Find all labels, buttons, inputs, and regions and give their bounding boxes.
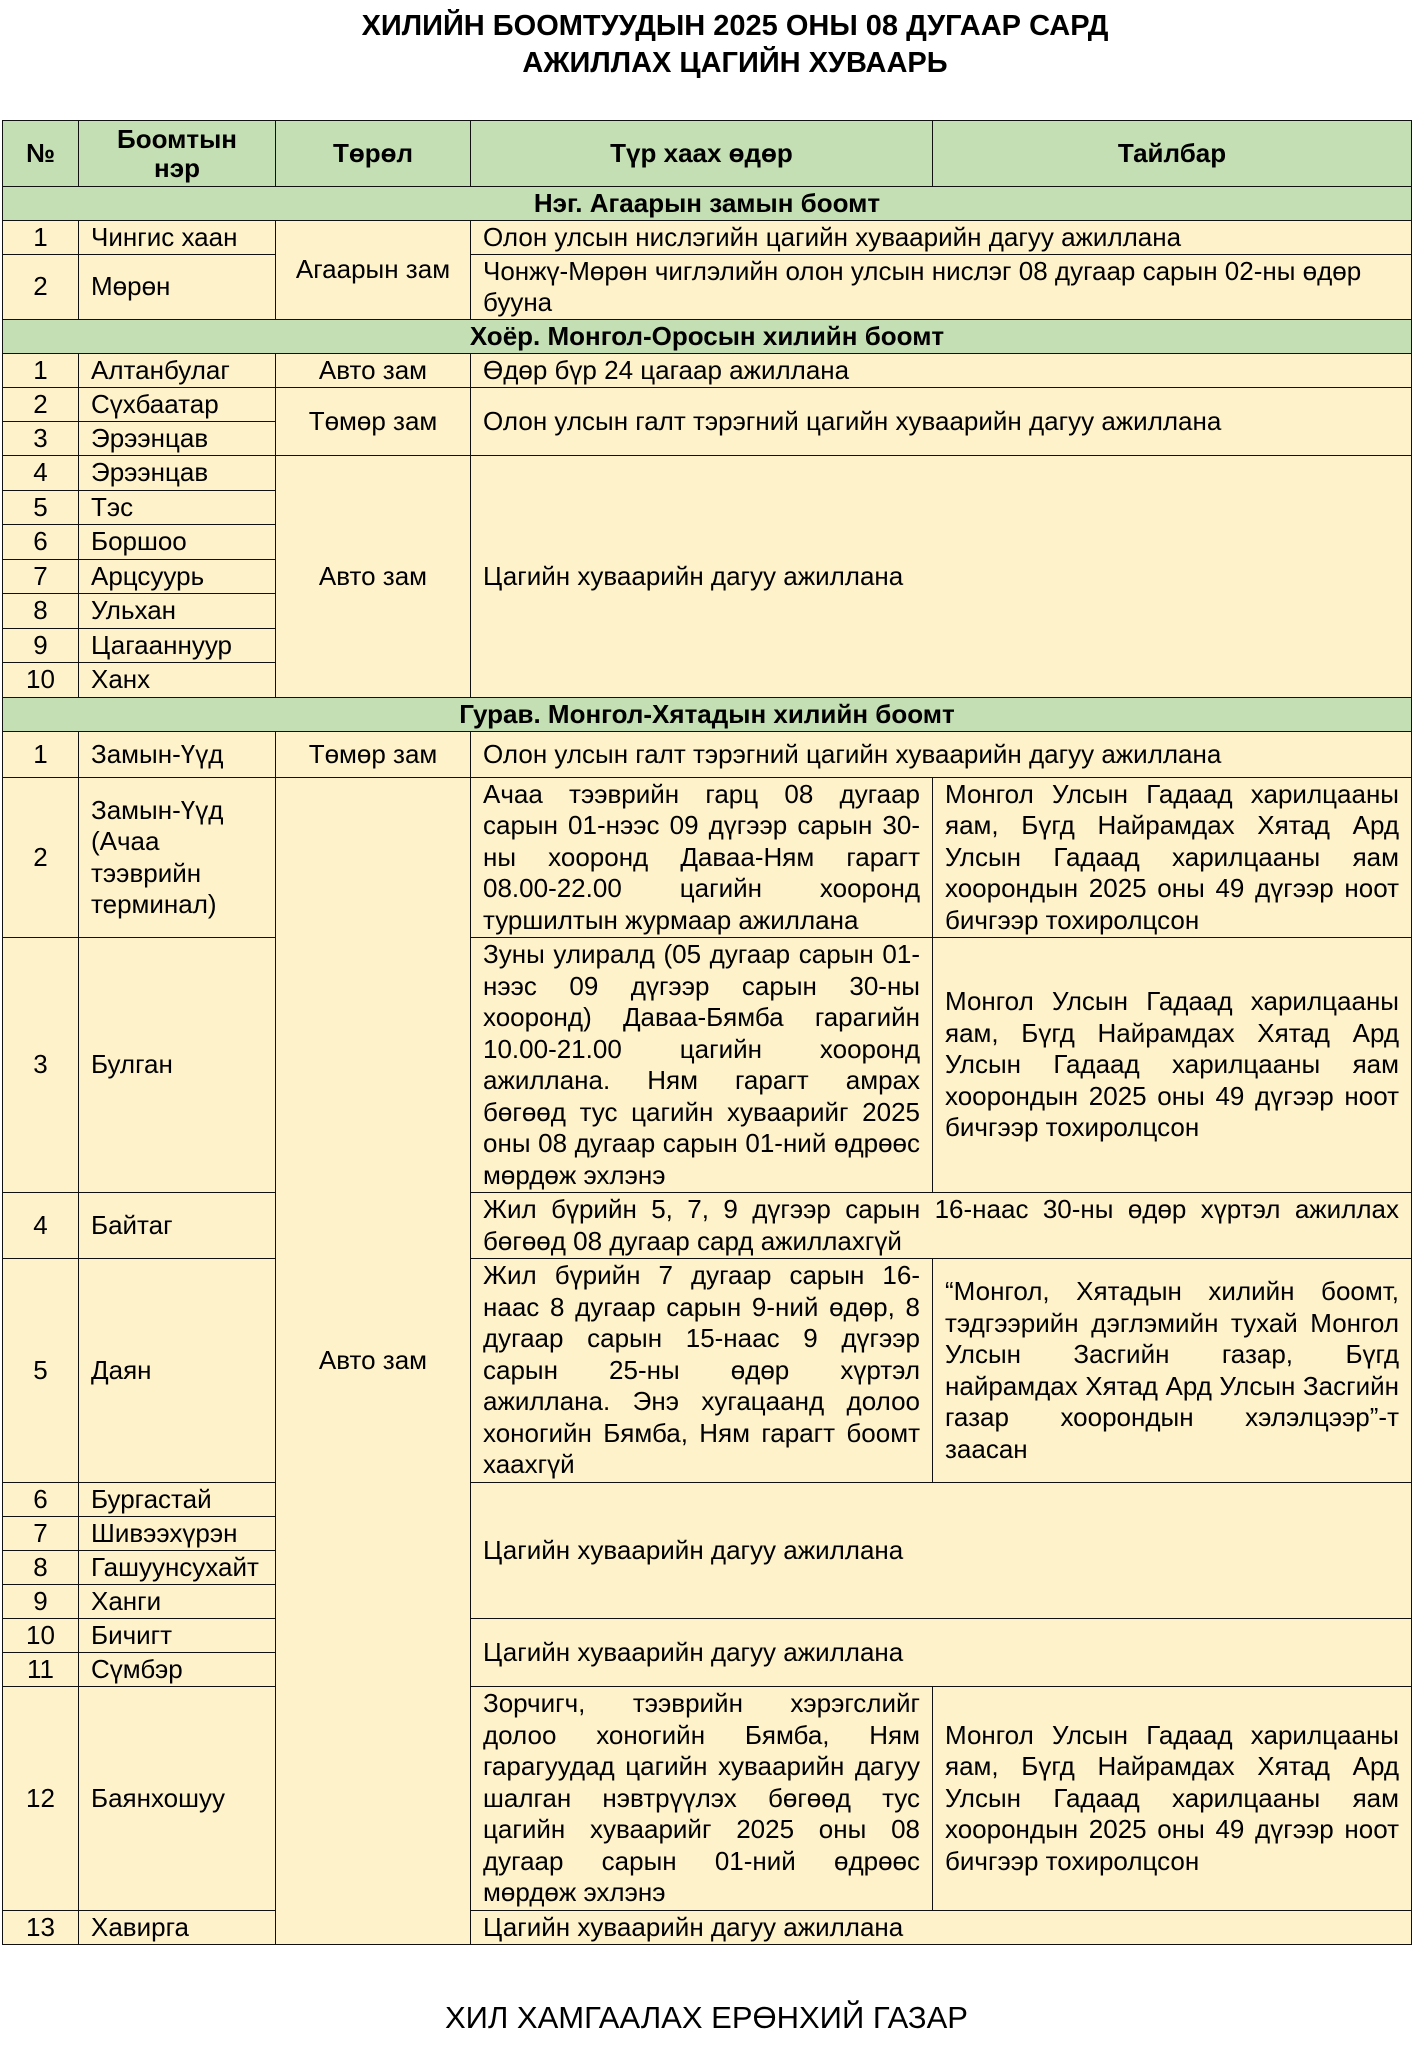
table-row <box>3 255 1412 320</box>
port-name: Шивээхүрэн <box>79 1517 276 1551</box>
port-name: Боршоо <box>79 525 276 560</box>
row-num: 4 <box>3 1193 79 1259</box>
port-name: Цагааннуур <box>79 629 276 663</box>
row-num: 4 <box>3 456 79 491</box>
port-name: Тэс <box>79 491 276 525</box>
remark: Монгол Улсын Гадаад харилцааны яам, Бүгд Найрамдах Хятад Ард Улсын Гадаад харилцааны яам хоорондын 2025 оны 49 дүгээр ноот бичгээр тохиролцсон <box>933 938 1412 1193</box>
port-name: Бичигт <box>79 1619 276 1653</box>
row-num: 6 <box>3 525 79 560</box>
schedule-text: Цагийн хуваарийн дагуу ажиллана <box>471 456 1412 698</box>
port-type: Төмөр зам <box>276 732 471 778</box>
port-name: Сүхбаатар <box>79 388 276 422</box>
port-name: Байтаг <box>79 1193 276 1259</box>
section-russia-row <box>3 320 1412 354</box>
port-name: Арцсуурь <box>79 560 276 594</box>
row-num: 1 <box>3 732 79 778</box>
table-row <box>3 354 1412 388</box>
schedule-text: Цагийн хуваарийн дагуу ажиллана <box>471 1619 1412 1687</box>
schedule-text: Цагийн хуваарийн дагуу ажиллана <box>471 1911 1412 1945</box>
port-name: Ульхан <box>79 594 276 629</box>
row-num: 9 <box>3 629 79 663</box>
header-name: Боомтын нэр <box>79 121 276 187</box>
row-num: 10 <box>3 1619 79 1653</box>
port-type: Авто зам <box>276 354 471 388</box>
port-name: Ханги <box>79 1585 276 1619</box>
schedule-text: Өдөр бүр 24 цагаар ажиллана <box>471 354 1412 388</box>
closure-days: Зуны улиралд (05 дугаар сарын 01-нээс 09 дүгээр сарын 30-ны хооронд) Даваа-Бямба гарагийн 10.00-21.00 цагийн хооронд ажиллана. Ням гарагт амрах бөгөөд тус цагийн хуваарийг 2025 оны 08 дугаар сарын 01-ний өдрөөс мөрдөж эхлэнэ <box>471 938 933 1193</box>
table-header-row <box>3 121 1412 187</box>
port-type: Төмөр зам <box>276 388 471 456</box>
header-type: Төрөл <box>276 121 471 187</box>
title-line-2: АЖИЛЛАХ ЦАГИЙН ХУВААРЬ <box>522 47 948 79</box>
port-name: Алтанбулаг <box>79 354 276 388</box>
row-num: 1 <box>3 354 79 388</box>
port-name: Чингис хаан <box>79 221 276 255</box>
port-name: Даян <box>79 1259 276 1483</box>
port-type: Авто зам <box>276 456 471 698</box>
header-days: Түр хаах өдөр <box>471 121 933 187</box>
row-num: 8 <box>3 1551 79 1585</box>
port-name: Замын-Үүд (Ачаа тээврийн терминал) <box>79 778 276 938</box>
row-num: 5 <box>3 1259 79 1483</box>
table-row <box>3 938 1412 1193</box>
remark: “Монгол, Хятадын хилийн боомт, тэдгээрийн дэглэмийн тухай Монгол Улсын Засгийн газар, Бүгд найрамдах Хятад Ард Улсын Засгийн газар хоорондын хэлэлцээр”-т заасан <box>933 1259 1412 1483</box>
document-title <box>0 8 1413 82</box>
schedule-table <box>2 120 1412 1945</box>
port-name: Ханх <box>79 663 276 698</box>
footer-organization: ХИЛ ХАМГААЛАХ ЕРӨНХИЙ ГАЗАР <box>445 2000 968 2035</box>
row-num: 2 <box>3 255 79 320</box>
remark: Монгол Улсын Гадаад харилцааны яам, Бүгд Найрамдах Хятад Ард Улсын Гадаад харилцааны яам хоорондын 2025 оны 49 дүгээр ноот бичгээр тохиролцсон <box>933 778 1412 938</box>
row-num: 7 <box>3 1517 79 1551</box>
schedule-text: Олон улсын галт тэрэгний цагийн хуваарийн дагуу ажиллана <box>471 732 1412 778</box>
section-title-china: Гурав. Монгол-Хятадын хилийн боомт <box>3 698 1412 732</box>
port-type: Агаарын зам <box>276 221 471 320</box>
header-num: № <box>3 121 79 187</box>
closure-days: Жил бүрийн 7 дугаар сарын 16-наас 8 дугаар сарын 9-ний өдөр, 8 дугаар сарын 15-наас 9 дүгээр сарын 25-ны өдөр хүртэл ажиллана. Энэ хугацаанд долоо хоногийн Бямба, Ням гарагт боомт хаахгүй <box>471 1259 933 1483</box>
section-title-russia: Хоёр. Монгол-Оросын хилийн боомт <box>3 320 1412 354</box>
table-row <box>3 1687 1412 1911</box>
row-num: 2 <box>3 778 79 938</box>
schedule-text: Цагийн хуваарийн дагуу ажиллана <box>471 1483 1412 1619</box>
port-name: Эрээнцав <box>79 422 276 456</box>
row-num: 3 <box>3 938 79 1193</box>
table-row <box>3 388 1412 422</box>
closure-days: Ачаа тээврийн гарц 08 дугаар сарын 01-нээс 09 дүгээр сарын 30-ны хооронд Даваа-Ням гарагт 08.00-22.00 цагийн хооронд туршилтын журмаар ажиллана <box>471 778 933 938</box>
row-num: 2 <box>3 388 79 422</box>
section-title-air: Нэг. Агаарын замын боомт <box>3 187 1412 221</box>
remark: Монгол Улсын Гадаад харилцааны яам, Бүгд Найрамдах Хятад Ард Улсын Гадаад харилцааны яам хоорондын 2025 оны 49 дүгээр ноот бичгээр тохиролцсон <box>933 1687 1412 1911</box>
port-name: Эрээнцав <box>79 456 276 491</box>
port-name: Баянхошуу <box>79 1687 276 1911</box>
closure-days: Зорчигч, тээврийн хэрэгслийг долоо хоногийн Бямба, Ням гарагуудад цагийн хуваарийн дагуу шалган нэвтрүүлэх бөгөөд тус цагийн хуваарийг 2025 оны 08 дугаар сарын 01-ний өдрөөс мөрдөж эхлэнэ <box>471 1687 933 1911</box>
port-name: Хавирга <box>79 1911 276 1945</box>
schedule-text: Олон улсын нислэгийн цагийн хуваарийн дагуу ажиллана <box>471 221 1412 255</box>
table-row <box>3 778 1412 938</box>
section-air-row <box>3 187 1412 221</box>
table-row <box>3 1259 1412 1483</box>
row-num: 7 <box>3 560 79 594</box>
port-type: Авто зам <box>276 778 471 1945</box>
port-name: Замын-Үүд <box>79 732 276 778</box>
row-num: 3 <box>3 422 79 456</box>
section-china-row <box>3 698 1412 732</box>
row-num: 10 <box>3 663 79 698</box>
port-name: Гашуунсухайт <box>79 1551 276 1585</box>
header-note: Тайлбар <box>933 121 1412 187</box>
row-num: 12 <box>3 1687 79 1911</box>
row-num: 8 <box>3 594 79 629</box>
schedule-text: Олон улсын галт тэрэгний цагийн хуваарийн дагуу ажиллана <box>471 388 1412 456</box>
row-num: 9 <box>3 1585 79 1619</box>
port-name: Сүмбэр <box>79 1653 276 1687</box>
row-num: 5 <box>3 491 79 525</box>
port-name: Булган <box>79 938 276 1193</box>
table-row <box>3 456 1412 491</box>
row-num: 1 <box>3 221 79 255</box>
row-num: 11 <box>3 1653 79 1687</box>
table-row <box>3 1619 1412 1653</box>
row-num: 6 <box>3 1483 79 1517</box>
port-name: Бургастай <box>79 1483 276 1517</box>
title-line-1: ХИЛИЙН БООМТУУДЫН 2025 ОНЫ 08 ДУГААР САРД <box>361 10 1109 42</box>
table-row <box>3 1483 1412 1517</box>
table-row <box>3 1911 1412 1945</box>
table-row <box>3 732 1412 778</box>
table-row <box>3 221 1412 255</box>
row-num: 13 <box>3 1911 79 1945</box>
schedule-text: Жил бүрийн 5, 7, 9 дүгээр сарын 16-наас 30-ны өдөр хүртэл ажиллах бөгөөд 08 дугаар сард ажиллахгүй <box>471 1193 1412 1259</box>
schedule-text: Чонжү-Мөрөн чиглэлийн олон улсын нислэг 08 дугаар сарын 02-ны өдөр бууна <box>471 255 1412 320</box>
port-name: Мөрөн <box>79 255 276 320</box>
table-row <box>3 1193 1412 1259</box>
